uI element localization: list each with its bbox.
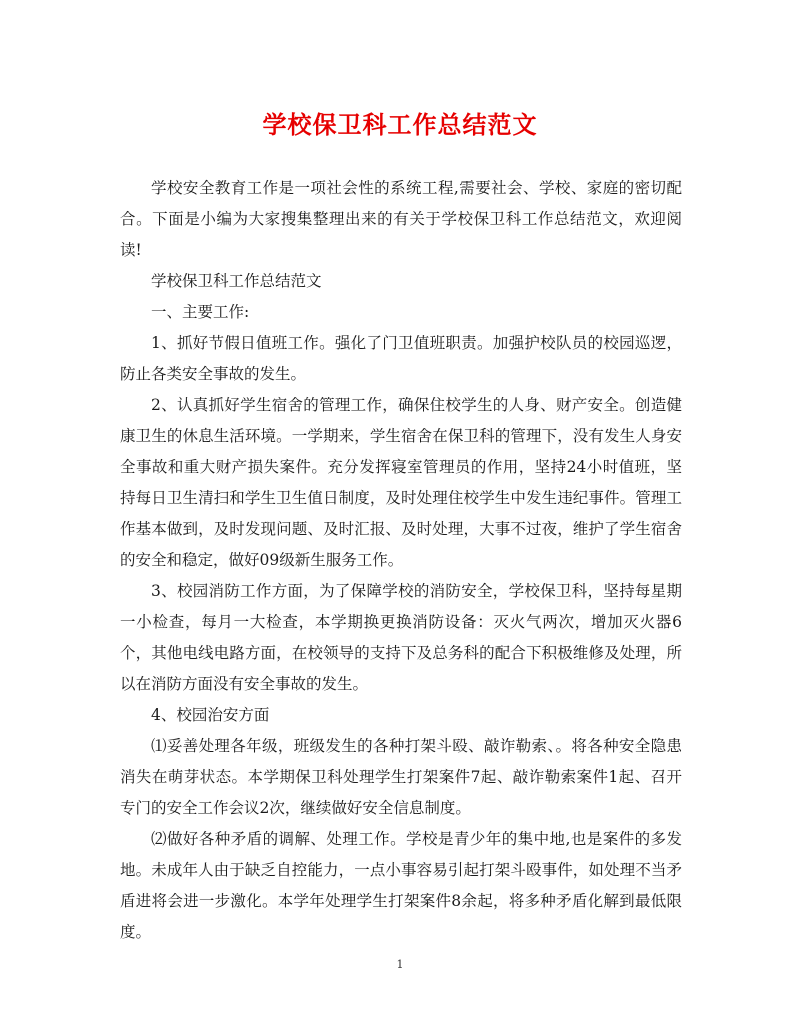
paragraph-item-4-heading: 4、校园治安方面 (151, 706, 270, 724)
document-body (120, 173, 682, 948)
paragraph-subtitle: 学校保卫科工作总结范文 (151, 272, 322, 290)
paragraph-item-3: 3、校园消防工作方面，为了保障学校的消防安全，学校保卫科，坚持每星期一小检查，每月一大检查，本学期换更换消防设备：灭火气两次，增加灭火器6个，其他电线电路方面，在校领导的支持下及总务科的配合下积极维修及处理，所以在消防方面没有安全事故的发生。 (120, 582, 682, 693)
paragraph-item-2: 2、认真抓好学生宿舍的管理工作，确保住校学生的人身、财产安全。创造健康卫生的休息生活环境。一学期来，学生宿舍在保卫科的管理下，没有发生人身安全事故和重大财产损失案件。充分发挥寝室管理员的作用，坚持24小时值班，坚持每日卫生清扫和学生卫生值日制度，及时处理住校学生中发生违纪事件。管理工作基本做到，及时发现问题、及时汇报、及时处理，大事不过夜，维护了学生宿舍的安全和稳定，做好09级新生服务工作。 (120, 396, 682, 569)
paragraph-section-heading: 一、主要工作: (151, 303, 250, 321)
paragraph-item-4-1: ⑴妥善处理各年级，班级发生的各种打架斗殴、敲诈勒索、。将各种安全隐患消失在萌芽状态。本学期保卫科处理学生打架案件7起、敲诈勒索案件1起、召开专门的安全工作会议2次，继续做好安全信息制度。 (120, 737, 682, 817)
document-title: 学校保卫科工作总结范文 (262, 110, 538, 139)
paragraph-item-1: 1、抓好节假日值班工作。强化了门卫值班职责。加强护校队员的校园巡逻，防止各类安全事故的发生。 (120, 334, 682, 383)
paragraph-intro: 学校安全教育工作是一项社会性的系统工程,需要社会、学校、家庭的密切配合。下面是小编为大家搜集整理出来的有关于学校保卫科工作总结范文，欢迎阅读! (120, 179, 682, 259)
paragraph-item-4-2: ⑵做好各种矛盾的调解、处理工作。学校是青少年的集中地,也是案件的多发地。未成年人由于缺乏自控能力，一点小事容易引起打架斗殴事件，如处理不当矛盾进将会进一步激化。本学年处理学生打架案件8余起，将多种矛盾化解到最低限度。 (120, 830, 682, 941)
page-number: 1 (396, 958, 404, 971)
